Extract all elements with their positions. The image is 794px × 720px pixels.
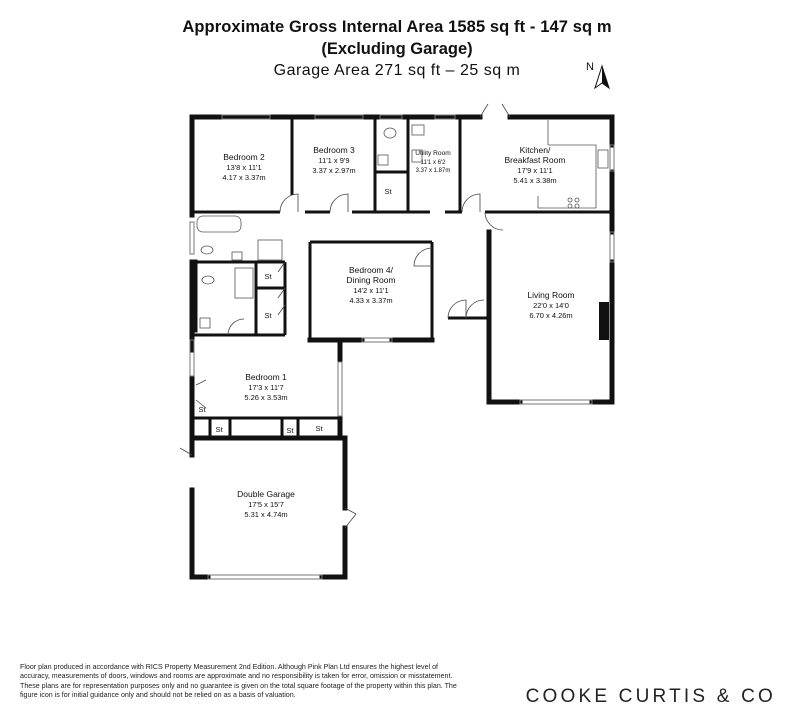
fireplace	[599, 302, 609, 340]
label-bedroom-2	[222, 152, 265, 182]
store-labels	[198, 187, 392, 435]
store-label: St	[215, 425, 223, 434]
room-size-imperial: 17'5 x 15'7	[248, 500, 284, 509]
label-living-room	[527, 290, 574, 320]
store-label: St	[198, 405, 206, 414]
north-arrow-icon	[586, 61, 609, 88]
label-double-garage	[237, 489, 295, 519]
room-size-imperial: 13'8 x 11'1	[226, 163, 262, 172]
store-label: St	[315, 424, 323, 433]
area-heading: Approximate Gross Internal Area 1585 sq ft - 147 sq m	[182, 18, 612, 36]
room-size-metric: 5.26 x 3.53m	[244, 393, 288, 402]
label-bedroom-3	[312, 145, 355, 175]
room-name: Bedroom 3	[313, 145, 355, 155]
room-size-metric: 3.37 x 1.87m	[415, 168, 451, 174]
room-name: Double Garage	[237, 489, 295, 499]
room-size-metric: 5.31 x 4.74m	[244, 510, 288, 519]
label-kitchen	[505, 145, 566, 185]
room-name-line2: Breakfast Room	[504, 155, 566, 165]
brand-logo: COOKE CURTIS & CO	[525, 686, 776, 707]
label-utility-room	[415, 150, 451, 174]
room-name: Utility Room	[415, 150, 451, 157]
compass-label: N	[586, 61, 594, 73]
area-subheading: (Excluding Garage)	[321, 40, 473, 58]
room-size-metric: 6.70 x 4.26m	[529, 311, 573, 320]
room-name-line1: Kitchen/	[519, 145, 551, 155]
room-size-imperial: 17'3 x 11'7	[248, 383, 284, 392]
store-label: St	[286, 426, 294, 435]
room-size-imperial: 11'1 x 9'9	[318, 156, 350, 165]
room-size-imperial: 11'1 x 6'2	[420, 160, 446, 166]
store-label: St	[264, 311, 272, 320]
label-bedroom-4	[346, 265, 395, 305]
room-name-line1: Bedroom 4/	[349, 265, 393, 275]
room-size-metric: 4.17 x 3.37m	[222, 173, 266, 182]
room-name: Living Room	[527, 290, 575, 300]
disclaimer-text: Floor plan produced in accordance with RICS Property Measurement 2nd Edition. Although Pink Plan Ltd ensures the highest level of accuracy, measurements of doors, windows and rooms are approximate and no responsibility is taken for error, omission or misstatement. These plans are for representation purposes only and no guarantee is given on the total square footage of the property within this plan. The figure icon is for initial guidance only and should not be relied on as a basis of valuation.	[20, 663, 457, 699]
room-name: Bedroom 2	[223, 152, 265, 162]
room-size-imperial: 14'2 x 11'1	[353, 286, 389, 295]
room-name: Bedroom 1	[245, 372, 287, 382]
garage-area-heading: Garage Area 271 sq ft – 25 sq m	[273, 62, 521, 79]
room-size-imperial: 17'9 x 11'1	[517, 166, 553, 175]
room-size-metric: 5.41 x 3.38m	[513, 176, 557, 185]
room-size-metric: 4.33 x 3.37m	[349, 296, 393, 305]
room-size-metric: 3.37 x 2.97m	[312, 166, 356, 175]
label-bedroom-1	[244, 372, 287, 402]
room-size-imperial: 22'0 x 14'0	[533, 301, 569, 310]
room-name-line2: Dining Room	[346, 275, 396, 285]
store-label: St	[264, 272, 272, 281]
store-label: St	[384, 187, 392, 196]
